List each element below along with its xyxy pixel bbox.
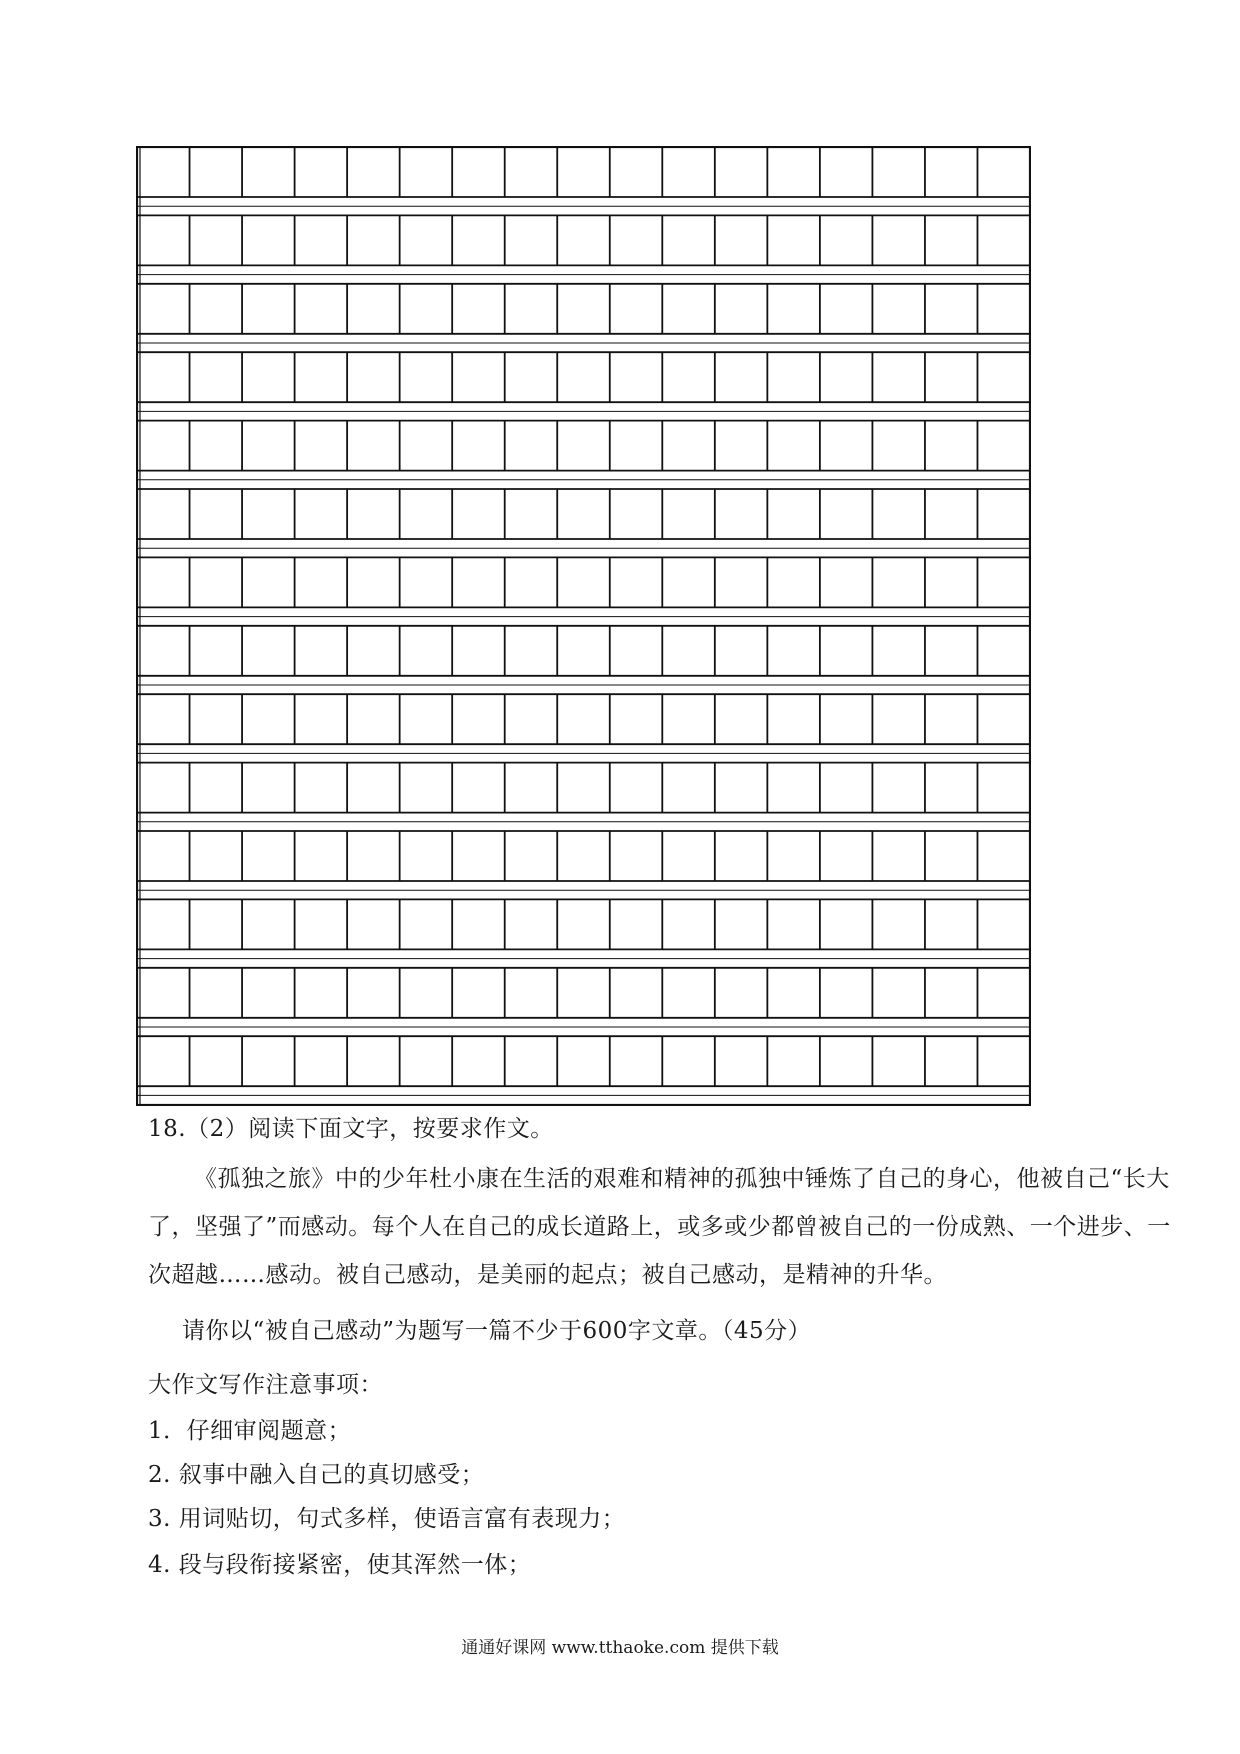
note-item-3: 3. 用词贴切，句式多样，使语言富有表现力； xyxy=(148,1506,626,1532)
note-item-4: 4. 段与段衔接紧密，使其浑然一体； xyxy=(148,1552,532,1578)
footer-credit: 通通好课网 www.tthaoke.com 提供下载 xyxy=(461,1638,779,1658)
note-item-2: 2. 叙事中融入自己的真切感受； xyxy=(148,1462,485,1488)
composition-grid xyxy=(136,146,1031,1106)
passage-line-2: 了，坚强了”而感动。每个人在自己的成长道路上，或多或少都曾被自己的一份成熟、一个进步、一 xyxy=(148,1214,1171,1240)
note-item-1: 1．仔细审阅题意； xyxy=(148,1418,352,1444)
question-title: 18.（2）阅读下面文字，按要求作文。 xyxy=(148,1116,554,1142)
passage-line-3: 次超越……感动。被自己感动，是美丽的起点；被自己感动，是精神的升华。 xyxy=(148,1262,947,1288)
composition-grid-svg xyxy=(136,146,1031,1106)
passage-line-1: 《孤独之旅》中的少年杜小康在生活的艰难和精神的孤独中锤炼了自己的身心，他被自己“长大 xyxy=(194,1166,1170,1192)
essay-prompt: 请你以“被自己感动”为题写一篇不少于600字文章。（45分） xyxy=(182,1318,812,1344)
notes-heading: 大作文写作注意事项： xyxy=(148,1372,383,1398)
